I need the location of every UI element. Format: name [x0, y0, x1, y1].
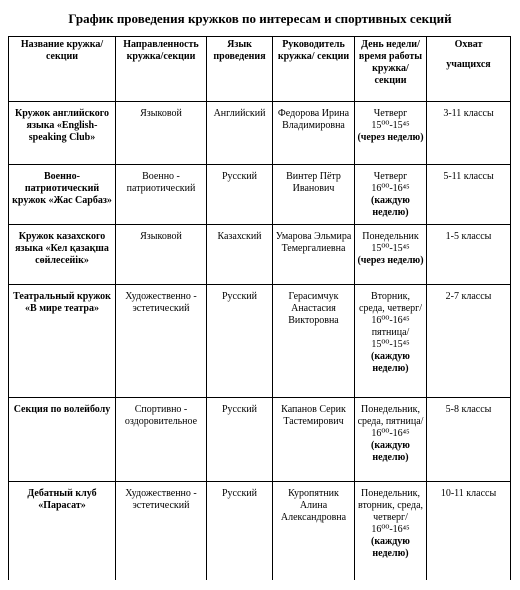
cell-language: Русский: [207, 482, 273, 580]
table-header-row: [9, 37, 511, 102]
cell-day: [355, 398, 427, 482]
cell-time-text: 16⁰⁰-16⁴⁵: [371, 524, 410, 535]
cell-name: Дебатный клуб «Парасат»: [9, 482, 116, 580]
cell-day: [355, 165, 427, 225]
cell-name: Кружок английского языка «English-speaking Club»: [9, 102, 116, 165]
cell-time-text: 16⁰⁰-16⁴⁵: [371, 428, 410, 439]
header-day: День недели/время работы кружка/ секции: [355, 37, 427, 102]
cell-language: Русский: [207, 165, 273, 225]
cell-day-text: Четверг: [373, 108, 408, 119]
cell-leader: Винтер Пётр Иванович: [273, 165, 355, 225]
header-leader: Руководитель кружка/ секции: [273, 37, 355, 102]
header-name: Название кружка/ секции: [9, 37, 116, 102]
cell-name: Театральный кружок «В мире театра»: [9, 285, 116, 398]
cell-leader: Куропятник Алина Александровна: [273, 482, 355, 580]
cell-direction: Спортивно - оздоровительное: [116, 398, 207, 482]
table-row: [9, 398, 511, 482]
cell-time-text: 16⁰⁰-16⁴⁵: [371, 183, 410, 194]
cell-day-text: Понедельник, среда, пятница/: [357, 404, 424, 427]
cell-language: Русский: [207, 285, 273, 398]
document-title: График проведения кружков по интересам и спортивных секций: [68, 11, 452, 26]
cell-day-text: Четверг: [373, 171, 408, 182]
cell-coverage: 1-5 классы: [427, 225, 511, 285]
cell-language: Русский: [207, 398, 273, 482]
cell-frequency-note: (через неделю): [357, 132, 424, 143]
cell-day-text: Понедельник, вторник, среда, четверг/: [357, 488, 424, 523]
cell-day: [355, 102, 427, 165]
header-direction: Направленность кружка/секции: [116, 37, 207, 102]
cell-coverage: 2-7 классы: [427, 285, 511, 398]
cell-frequency-note: (каждую неделю): [371, 351, 410, 374]
cell-day: [355, 285, 427, 398]
cell-time-text: 16⁰⁰-16⁴⁵: [371, 315, 410, 326]
cell-language: Казахский: [207, 225, 273, 285]
cell-leader: Федорова Ирина Владимировна: [273, 102, 355, 165]
cell-coverage: 10-11 классы: [427, 482, 511, 580]
cell-day: [355, 482, 427, 580]
cell-time-text: 15⁰⁰-15⁴⁵: [371, 243, 410, 254]
cell-time-text-2: 15⁰⁰-15⁴⁵: [371, 339, 410, 350]
cell-coverage: 5-11 классы: [427, 165, 511, 225]
schedule-table: [8, 36, 511, 580]
cell-frequency-note: (каждую неделю): [371, 440, 410, 463]
cell-direction: Художественно - эстетический: [116, 285, 207, 398]
cell-day: [355, 225, 427, 285]
table-row: [9, 225, 511, 285]
cell-leader: Капанов Серик Тастемирович: [273, 398, 355, 482]
cell-leader: Умарова Эльмира Темергалиевна: [273, 225, 355, 285]
cell-time-text: 15⁰⁰-15⁴⁵: [371, 120, 410, 131]
cell-name: Кружок казахского языка «Кел қазақша сөйлесейік»: [9, 225, 116, 285]
cell-direction: Языковой: [116, 102, 207, 165]
cell-coverage: 3-11 классы: [427, 102, 511, 165]
cell-direction: Языковой: [116, 225, 207, 285]
cell-day-text: Вторник, среда, четверг/: [358, 291, 423, 314]
table-row: [9, 165, 511, 225]
cell-name: Военно-патриотический кружок «Жас Сарбаз»: [9, 165, 116, 225]
cell-language: Английский: [207, 102, 273, 165]
cell-frequency-note: (каждую неделю): [371, 536, 410, 559]
header-coverage-line2: учащихся: [446, 59, 491, 70]
cell-day-text: Понедельник: [362, 231, 419, 242]
table-row: [9, 285, 511, 398]
cell-coverage: 5-8 классы: [427, 398, 511, 482]
cell-day-text-2: пятница/: [371, 327, 410, 338]
header-coverage: [427, 37, 511, 102]
cell-frequency-note: (каждую неделю): [371, 195, 410, 218]
cell-direction: Военно - патриотический: [116, 165, 207, 225]
table-row: [9, 102, 511, 165]
cell-name: Секция по волейболу: [9, 398, 116, 482]
cell-frequency-note: (через неделю): [357, 255, 424, 266]
cell-direction: Художественно - эстетический: [116, 482, 207, 580]
header-language: Язык проведения: [207, 37, 273, 102]
table-row: [9, 482, 511, 580]
cell-leader: Герасимчук Анастасия Викторовна: [273, 285, 355, 398]
header-coverage-line1: Охват: [454, 39, 483, 50]
